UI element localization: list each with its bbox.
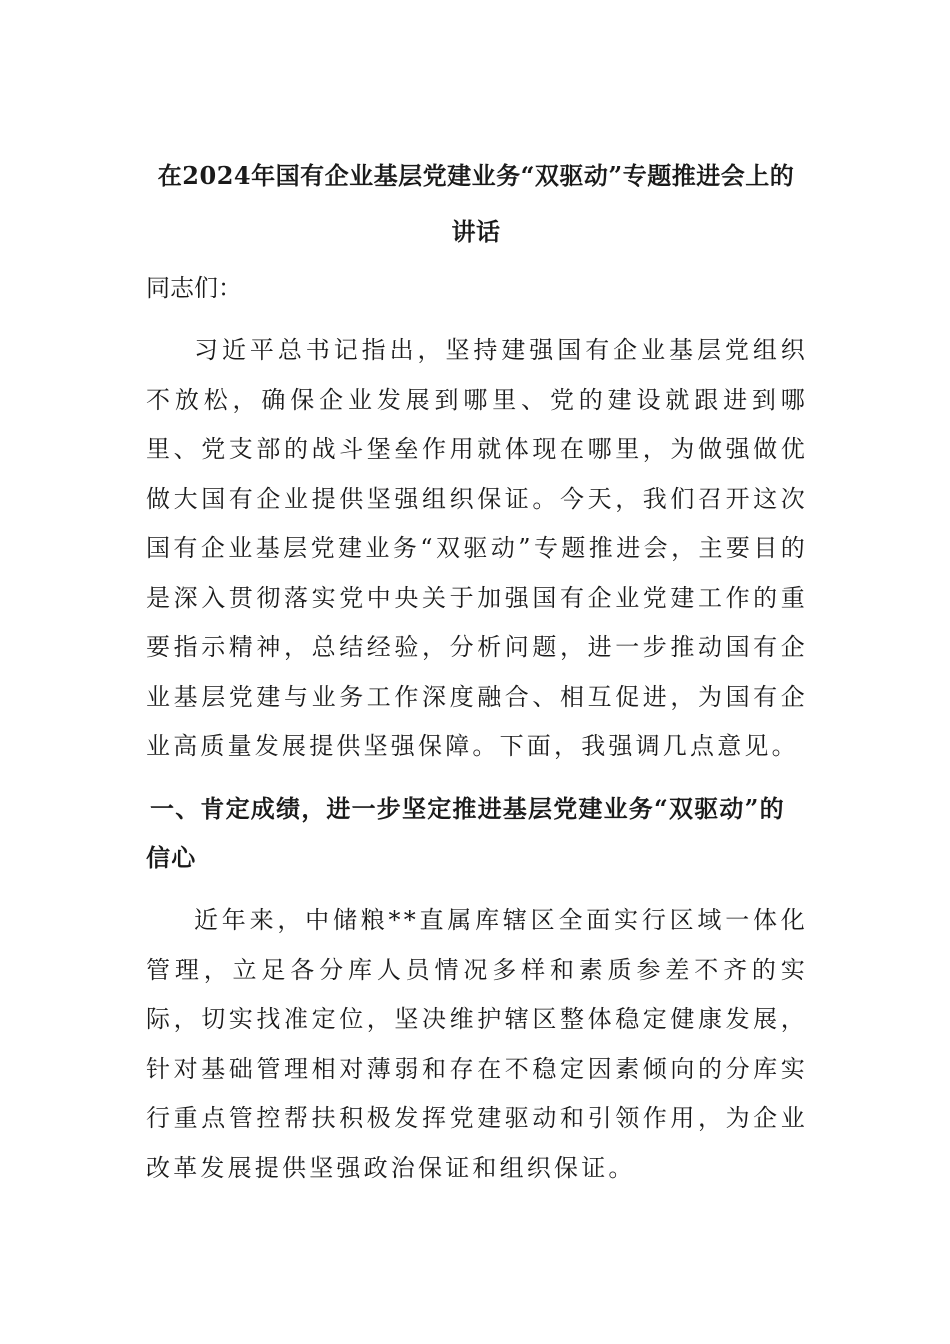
intro-paragraph: 习近平总书记指出，坚持建强国有企业基层党组织不放松，确保企业发展到哪里、党的建设就跟进到哪里、党支部的战斗堡垒作用就体现在哪里，为做强做优做大国有企业提供坚强组织保证。今天，我们召开这次国有企业基层党建业务“双驱动”专题推进会，主要目的是深入贯彻落实党中央关于加强国有企业党建工作的重要指示精神，总结经验，分析问题，进一步推动国有企业基层党建与业务工作深度融合、相互促进，为国有企业高质量发展提供坚强保障。下面，我强调几点意见。 <box>146 336 808 760</box>
document-title: 在2024年国有企业基层党建业务“双驱动”专题推进会上的讲话 <box>157 161 795 246</box>
section-paragraph: 近年来，中储粮**直属库辖区全面实行区域一体化管理，立足各分库人员情况多样和素质参差不齐的实际，切实找准定位，坚决维护辖区整体稳定健康发展，针对基础管理相对薄弱和存在不稳定因素倾向的分库实行重点管控帮扶积极发挥党建驱动和引领作用，为企业改革发展提供坚强政治保证和组织保证。 <box>146 906 808 1182</box>
section-heading: 一、肯定成绩，进一步坚定推进基层党建业务“双驱动”的信心 <box>146 794 785 872</box>
salutation: 同志们： <box>146 274 242 302</box>
